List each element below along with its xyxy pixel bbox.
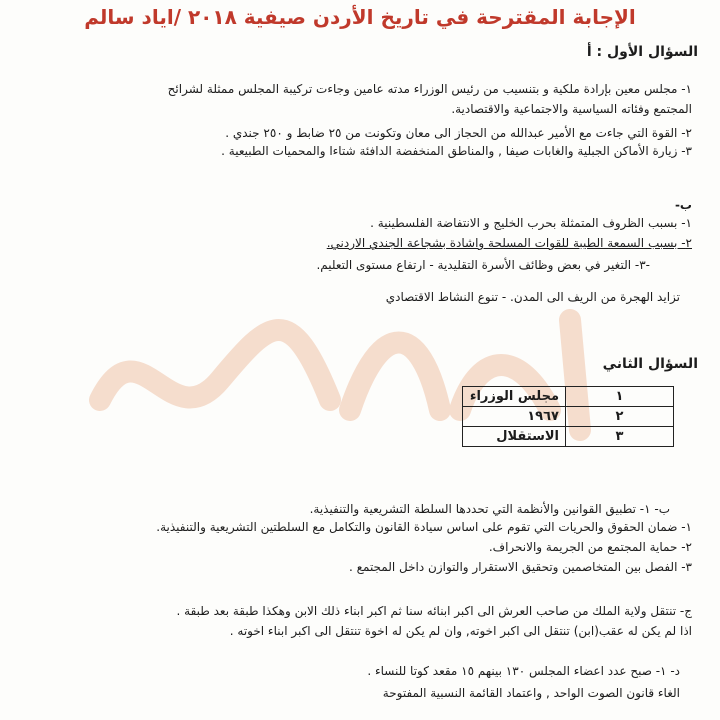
q1-a-line-4: ٣- زيارة الأماكن الجبلية والغابات صيفا , والمناطق المنخفضة الدافئة شتاءا والمحميات الطبيعية .	[221, 144, 692, 158]
q1-b-line-1: ١- بسبب الظروف المتمثلة بحرب الخليج و الانتفاضة الفلسطينية .	[370, 216, 692, 230]
q2-c-line-2: اذا لم يكن له عقب(ابن) تنتقل الى اكبر اخوته, وان لم يكن له اخوة تنتقل الى اكبر ابناء اخوته .	[229, 624, 692, 638]
q2-heading: السؤال الثاني	[602, 356, 698, 372]
table-cell-answer: ١٩٦٧	[463, 407, 566, 427]
table-cell-number: ٣	[566, 427, 674, 447]
table-row	[463, 427, 674, 447]
q2-c-line-1: ج- تنتقل ولاية الملك من صاحب العرش الى اكبر ابنائه سنا ثم اكبر ابناء ذلك الابن وهكذا طبقة بعد طبقة .	[176, 604, 692, 618]
q1-a-line-2: المجتمع وفئاته السياسية والاجتماعية والاقتصادية.	[451, 102, 692, 116]
q2-answer-table	[462, 386, 674, 447]
table-row	[463, 407, 674, 427]
q2-b-line-4: ٣- الفصل بين المتخاصمين وتحقيق الاستقرار والتوازن داخل المجتمع .	[348, 560, 692, 574]
q2-d-line-2: الغاء قانون الصوت الواحد , واعتماد القائمة النسبية المفتوحة	[382, 686, 680, 700]
q1-b-heading: ب-	[674, 198, 692, 212]
q1-b-line-4: تزايد الهجرة من الريف الى المدن. - تنوع النشاط الاقتصادي	[385, 290, 680, 304]
table-cell-answer: الاستقلال	[463, 427, 566, 447]
title-text: الإجابة المقترحة في تاريخ الأردن صيفية ٢٠١٨ /اياد سالم	[84, 5, 636, 29]
q1-b-line-2: ٢- بسبب السمعة الطيبة للقوات المسلحة واشادة بشجاعة الجندي الاردني.	[326, 236, 692, 250]
table-cell-answer: مجلس الوزراء	[463, 387, 566, 407]
q1-heading: السؤال الأول : أ	[586, 44, 698, 60]
q2-d-line-1: د- ١- صبح عدد اعضاء المجلس ١٣٠ بينهم ١٥ مقعد كوتا للنساء .	[367, 664, 680, 678]
table-cell-number: ٢	[566, 407, 674, 427]
table-cell-number: ١	[566, 387, 674, 407]
q1-a-line-1: ١- مجلس معين بإرادة ملكية و بتنسيب من رئيس الوزراء مدته عامين وجاءت تركيبة المجلس ممثلة لشرائح	[167, 82, 692, 96]
q1-b-line-3: -٣- التغير في بعض وظائف الأسرة التقليدية - ارتفاع مستوى التعليم.	[316, 258, 650, 272]
q2-b-line-2: ١- ضمان الحقوق والحريات التي تقوم على اساس سيادة القانون والتكامل مع السلطتين التشريعية والتنفيذية.	[156, 520, 692, 534]
q2-b-line-3: ٢- حماية المجتمع من الجريمة والانحراف.	[488, 540, 692, 554]
q1-a-line-3: ٢- القوة التي جاءت مع الأمير عبدالله من الحجاز الى معان وتكونت من ٢٥ ضابط و ٢٥٠ جندي .	[225, 126, 692, 140]
table-row	[463, 387, 674, 407]
q2-b-line-1: ب- ١- تطبيق القوانين والأنظمة التي تحددها السلطة التشريعية والتنفيذية.	[309, 502, 670, 516]
